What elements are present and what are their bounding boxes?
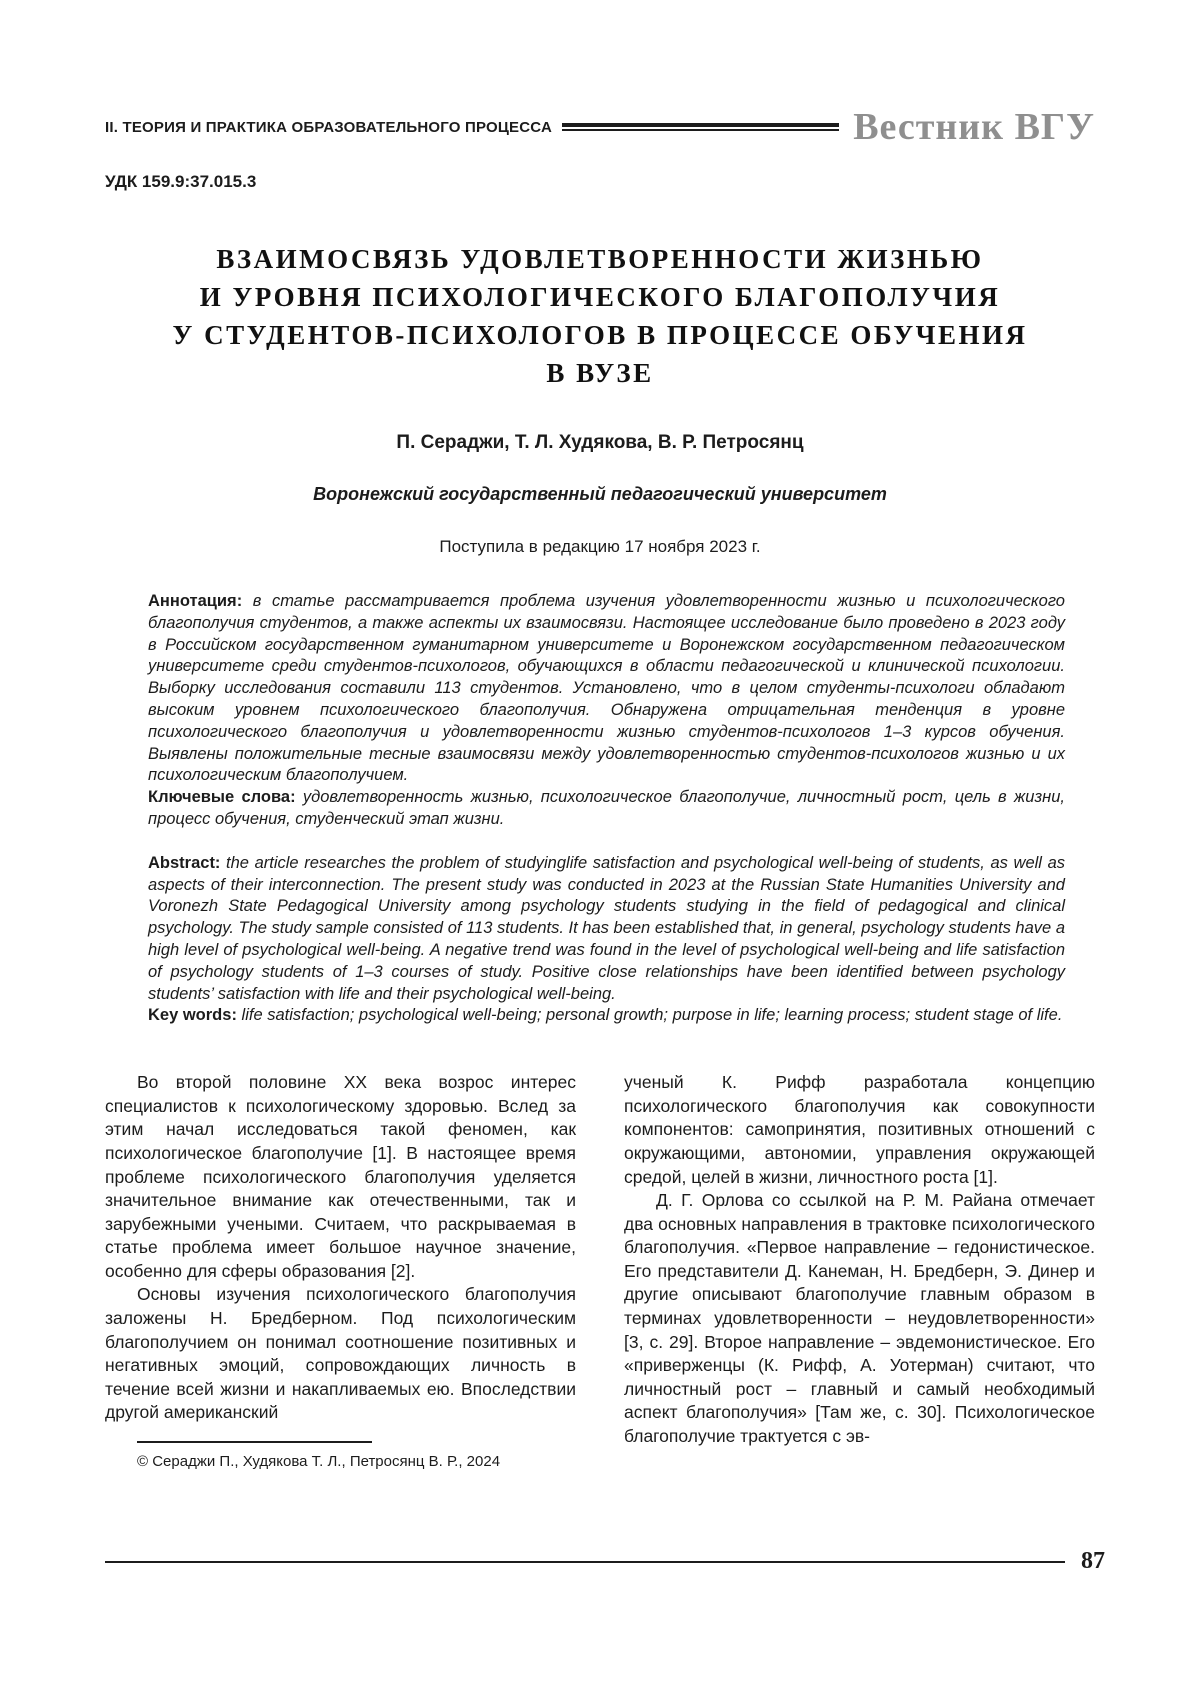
body-paragraph: Д. Г. Орлова со ссылкой на Р. М. Райана отмечает два основных направления в трактовке психологического благополучия. «Первое направление – гедонистическое. Его представители Д. Канеман, Н. Бредберн, Э. Динер и другие описывают благополучие главным образом в терминах удовлетворенности – неудовлетворенности» [3, с. 29]. Второе направление – эвдемонистическое. Его «приверженцы (К. Рифф, А. Уотерман) считают, что личностный рост – главный и самый необходимый аспект благополучия» [Там же, с. 30]. Психологическое благополучие трактуется с эв- bbox=[624, 1190, 1095, 1447]
footnote-rule bbox=[137, 1441, 372, 1443]
article-title-line: И УРОВНЯ ПСИХОЛОГИЧЕСКОГО БЛАГОПОЛУЧИЯ bbox=[199, 282, 1001, 312]
keywords-ru-text: удовлетворенность жизнью, психологическое благополучие, личностный рост, цель в жизни, процесс обучения, студенческий этап жизни. bbox=[148, 788, 1065, 828]
copyright-footnote bbox=[105, 1441, 576, 1474]
abstract-en-block bbox=[105, 853, 1095, 1027]
abstract-en-paragraph bbox=[148, 853, 1065, 1006]
keywords-en-paragraph bbox=[148, 1005, 1065, 1027]
right-column bbox=[624, 1071, 1095, 1474]
body-columns bbox=[105, 1071, 1095, 1474]
page-footer bbox=[105, 1548, 1105, 1575]
body-paragraph: ученый К. Рифф разработала концепцию психологического благополучия как совокупности компонентов: самопринятия, позитивных отношений с окружающими, автономии, управления окружающей средой, целей в жизни, личностного роста [1]. bbox=[624, 1072, 1095, 1187]
abstract-ru-block bbox=[105, 591, 1095, 831]
abstract-ru-text: в статье рассматривается проблема изучения удовлетворенности жизнью и психологического благополучия студентов, а также аспекты их взаимосвязи. Настоящее исследование было проведено в 2023 году в Российском государственном гуманитарном университете и Воронежском государственном педагогическом университете среди студентов-психологов, обучающихся в области педагогической и клинической психологии. Выборку исследования составили 113 студентов. Установлено, что в целом студенты-психологи обладают высоким уровнем психологического благополучия. Обнаружена отрицательная тенденция в уровне психологического благополучия и удовлетворенности жизнью студентов-психологов 1–3 курсов обучения. Выявлены положительные тесные взаимосвязи между удовлетворенностью студентов-психологов жизнью и их психологическим благополучием. bbox=[148, 592, 1065, 785]
article-title-line: В ВУЗЕ bbox=[546, 358, 654, 388]
footnote-text: © Сераджи П., Худякова Т. Л., Петросянц В. Р., 2024 bbox=[137, 1453, 501, 1471]
received-date: Поступила в редакцию 17 ноября 2023 г. bbox=[439, 537, 761, 556]
article-title bbox=[105, 240, 1095, 392]
page-header bbox=[105, 108, 1095, 146]
keywords-ru-paragraph bbox=[148, 787, 1065, 831]
running-head: II. ТЕОРИЯ И ПРАКТИКА ОБРАЗОВАТЕЛЬНОГО ПРОЦЕССА bbox=[105, 118, 552, 136]
article-title-line: ВЗАИМОСВЯЗЬ УДОВЛЕТВОРЕННОСТИ ЖИЗНЬЮ bbox=[216, 244, 984, 274]
abstract-en-text: the article researches the problem of studyinglife satisfaction and psychological well-being of students, as well as aspects of their interconnection. The present study was conducted in 2023 at the Russian State Humanities University and Voronezh State Pedagogical University among psychology students studying in the field of pedagogical and clinical psychology. The study sample consisted of 113 students. It has been established that, in general, psychology students have a high level of psychological well-being. A negative trend was found in the level of psychological well-being and life satisfaction of psychology students of 1–3 courses of study. Positive close relationships have been identified between psychology students’ satisfaction with life and their psychological well-being. bbox=[148, 853, 1065, 1003]
abstract-en-label: Abstract: bbox=[148, 853, 221, 872]
abstract-ru-label: Аннотация: bbox=[148, 592, 243, 610]
abstract-ru-paragraph bbox=[148, 591, 1065, 787]
udk-code: УДК 159.9:37.015.3 bbox=[105, 172, 257, 191]
keywords-en-text: life satisfaction; psychological well-being; personal growth; purpose in life; learning process; student stage of life. bbox=[241, 1006, 1063, 1025]
page-number: 87 bbox=[1081, 1548, 1105, 1574]
left-column bbox=[105, 1071, 576, 1474]
journal-logo: Вестник ВГУ bbox=[853, 106, 1095, 148]
footer-rule bbox=[105, 1561, 1065, 1563]
keywords-ru-label: Ключевые слова: bbox=[148, 788, 296, 807]
affiliation-line: Воронежский государственный педагогический университет bbox=[313, 484, 887, 504]
header-rule bbox=[562, 123, 839, 131]
body-paragraph: Во второй половине XX века возрос интерес специалистов к психологическому здоровью. Вслед за этим начал исследоваться такой феномен, как психологическое благополучие [1]. В настоящее время проблеме психологического благополучия уделяется значительное внимание как отечественными, так и зарубежными учеными. Считаем, что раскрываемая в статье проблема имеет большое научное значение, особенно для сферы образования [2]. bbox=[105, 1072, 576, 1281]
body-paragraph: Основы изучения психологического благополучия заложены Н. Бредберном. Под психологическим благополучием он понимал соотношение позитивных и негативных эмоций, сопровождающих личность в течение всей жизни и накапливаемых ею. Впоследствии другой американский bbox=[105, 1284, 576, 1423]
authors-line: П. Сераджи, Т. Л. Худякова, В. Р. Петросянц bbox=[396, 432, 804, 453]
keywords-en-label: Key words: bbox=[148, 1006, 237, 1025]
article-title-line: У СТУДЕНТОВ-ПСИХОЛОГОВ В ПРОЦЕССЕ ОБУЧЕНИЯ bbox=[172, 320, 1028, 350]
